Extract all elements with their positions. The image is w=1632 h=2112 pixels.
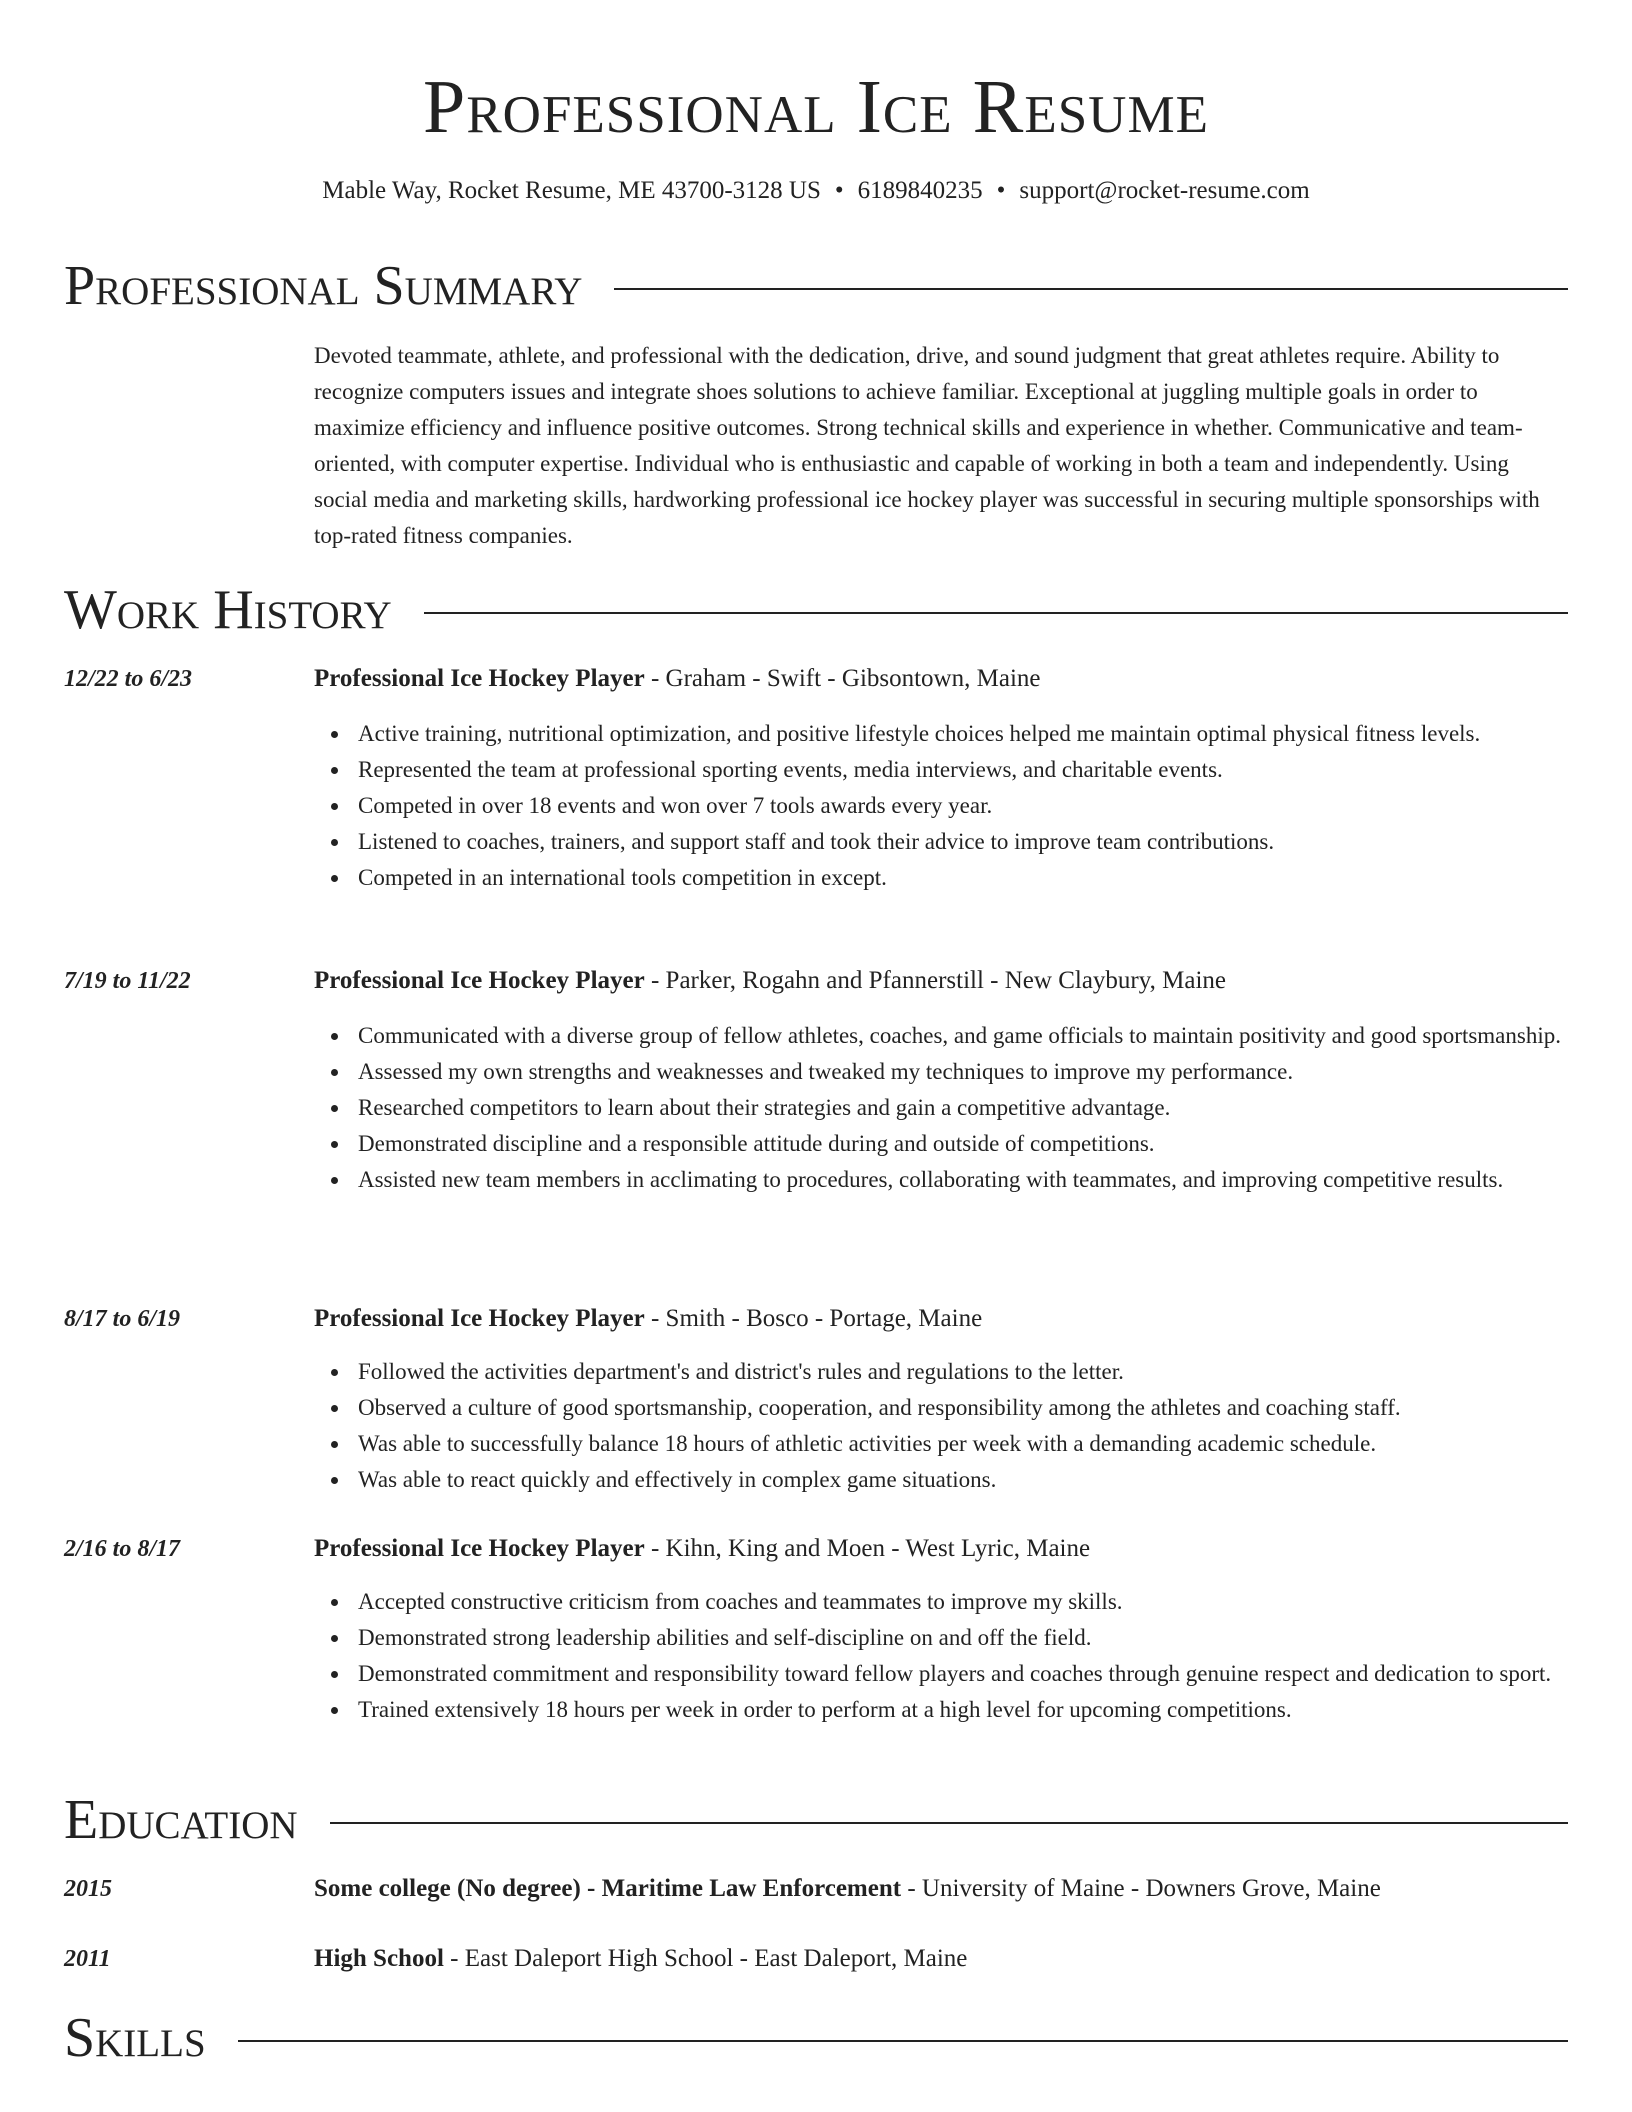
job-role: Professional Ice Hockey Player bbox=[314, 665, 645, 692]
job-bullet: Demonstrated strong leadership abilities and self-discipline on and off the field. bbox=[358, 1620, 1612, 1656]
contact-separator: • bbox=[996, 177, 1006, 204]
education-section-title: Education bbox=[64, 1789, 298, 1851]
job-role: Professional Ice Hockey Player bbox=[314, 1535, 645, 1562]
job-bullet: Active training, nutritional optimization, and positive lifestyle choices helped me maintain optimal physical fitness levels. bbox=[358, 716, 1612, 752]
education-school: - University of Maine - Downers Grove, Maine bbox=[901, 1875, 1381, 1902]
skills-section-header bbox=[64, 2006, 1568, 2070]
job-bullet: Communicated with a diverse group of fellow athletes, coaches, and game officials to maintain positivity and good sportsmanship. bbox=[358, 1018, 1612, 1054]
education-degree: Some college (No degree) - Maritime Law Enforcement bbox=[314, 1875, 902, 1902]
job-bullets bbox=[314, 716, 1612, 896]
job-title-line bbox=[314, 664, 1568, 694]
education-school: - East Daleport High School - East Daleport, Maine bbox=[443, 1945, 968, 1972]
job-dates: 12/22 to 6/23 bbox=[64, 666, 193, 692]
education-year: 2015 bbox=[64, 1876, 112, 1902]
education-section-header bbox=[64, 1788, 1568, 1852]
job-bullets bbox=[314, 1584, 1612, 1728]
contact-address: Mable Way, Rocket Resume, ME 43700-3128 US bbox=[322, 177, 821, 204]
work-section-title: Work History bbox=[64, 579, 392, 641]
section-divider bbox=[238, 2040, 1568, 2042]
job-bullet: Competed in an international tools competition in except. bbox=[358, 860, 1612, 896]
education-line bbox=[314, 1874, 1568, 1904]
education-line bbox=[314, 1944, 1568, 1974]
job-bullet: Accepted constructive criticism from coaches and teammates to improve my skills. bbox=[358, 1584, 1612, 1620]
job-bullets bbox=[314, 1018, 1612, 1198]
job-dates: 2/16 to 8/17 bbox=[64, 1536, 181, 1562]
job-employer: - Kihn, King and Moen - West Lyric, Maine bbox=[644, 1535, 1091, 1562]
job-role: Professional Ice Hockey Player bbox=[314, 967, 645, 994]
job-dates: 8/17 to 6/19 bbox=[64, 1306, 181, 1332]
job-bullet: Demonstrated commitment and responsibility toward fellow players and coaches through genuine respect and dedication to sport. bbox=[358, 1656, 1612, 1692]
job-bullet: Researched competitors to learn about their strategies and gain a competitive advantage. bbox=[358, 1090, 1612, 1126]
job-employer: - Graham - Swift - Gibsontown, Maine bbox=[644, 665, 1041, 692]
job-bullets bbox=[314, 1354, 1612, 1498]
job-dates: 7/19 to 11/22 bbox=[64, 968, 191, 994]
section-divider bbox=[424, 612, 1568, 614]
job-bullet: Trained extensively 18 hours per week in order to perform at a high level for upcoming competitions. bbox=[358, 1692, 1612, 1728]
education-year: 2011 bbox=[64, 1946, 111, 1972]
summary-section-header bbox=[64, 254, 1568, 318]
contact-separator: • bbox=[834, 177, 844, 204]
contact-line bbox=[0, 176, 1632, 206]
job-title-line bbox=[314, 1304, 1568, 1334]
contact-email: support@rocket-resume.com bbox=[1019, 177, 1310, 204]
skills-section-title: Skills bbox=[64, 2007, 206, 2069]
job-bullet: Assessed my own strengths and weaknesses and tweaked my techniques to improve my performance. bbox=[358, 1054, 1612, 1090]
job-bullet: Represented the team at professional sporting events, media interviews, and charitable events. bbox=[358, 752, 1612, 788]
job-bullet: Competed in over 18 events and won over 7 tools awards every year. bbox=[358, 788, 1612, 824]
contact-phone: 6189840235 bbox=[857, 177, 983, 204]
job-title-line bbox=[314, 966, 1568, 996]
job-bullet: Assisted new team members in acclimating to procedures, collaborating with teammates, and improving competitive results. bbox=[358, 1162, 1612, 1198]
job-employer: - Smith - Bosco - Portage, Maine bbox=[644, 1305, 983, 1332]
job-bullet: Observed a culture of good sportsmanship, cooperation, and responsibility among the athletes and coaching staff. bbox=[358, 1390, 1612, 1426]
section-divider bbox=[330, 1822, 1568, 1824]
job-role: Professional Ice Hockey Player bbox=[314, 1305, 645, 1332]
summary-section-title: Professional Summary bbox=[64, 255, 583, 317]
resume-name: Professional Ice Resume bbox=[423, 65, 1209, 149]
summary-text: Devoted teammate, athlete, and professional with the dedication, drive, and sound judgment that great athletes require. Ability to recognize computers issues and integrate shoes solutions to achieve familiar. Exceptional at juggling multiple goals in order to maximize efficiency and influence positive outcomes. Strong technical skills and experience in whether. Communicative and team-oriented, with computer expertise. Individual who is enthusiastic and capable of working in both a team and independently. Using social media and marketing skills, hardworking professional ice hockey player was successful in securing multiple sponsorships with top-rated fitness companies. bbox=[314, 343, 1540, 548]
job-bullet: Was able to react quickly and effectively in complex game situations. bbox=[358, 1462, 1612, 1498]
education-degree: High School bbox=[314, 1945, 444, 1972]
job-bullet: Was able to successfully balance 18 hours of athletic activities per week with a demanding academic schedule. bbox=[358, 1426, 1612, 1462]
job-bullet: Demonstrated discipline and a responsible attitude during and outside of competitions. bbox=[358, 1126, 1612, 1162]
job-employer: - Parker, Rogahn and Pfannerstill - New Claybury, Maine bbox=[644, 967, 1226, 994]
work-section-header bbox=[64, 578, 1568, 642]
job-bullet: Followed the activities department's and district's rules and regulations to the letter. bbox=[358, 1354, 1612, 1390]
job-title-line bbox=[314, 1534, 1568, 1564]
section-divider bbox=[614, 288, 1568, 290]
job-bullet: Listened to coaches, trainers, and support staff and took their advice to improve team contributions. bbox=[358, 824, 1612, 860]
